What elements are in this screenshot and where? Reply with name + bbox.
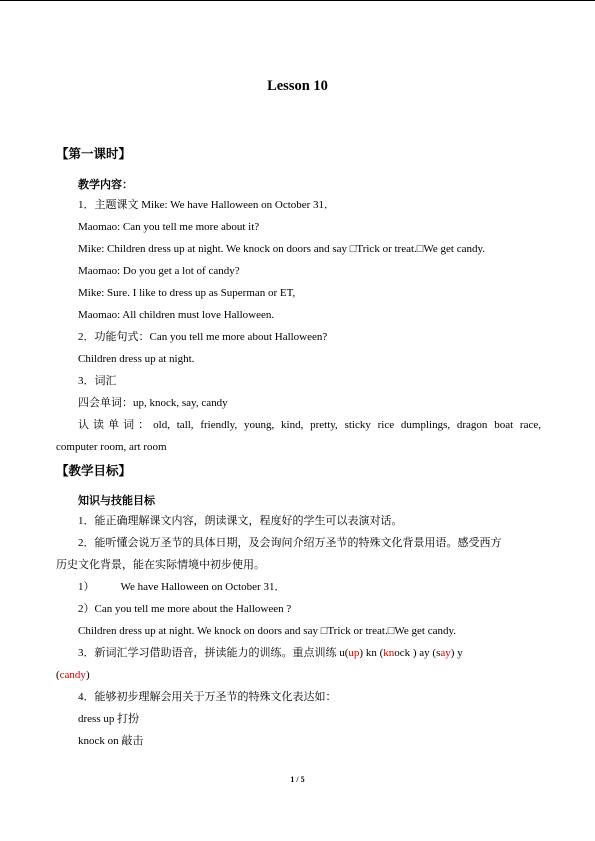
teaching-content-heading: 教学内容： <box>78 178 133 191</box>
knowledge-skills-heading: 知识与技能目标 <box>78 494 155 507</box>
phonics-word-kn: kn <box>383 647 395 659</box>
goal-line-2-continued: 历史文化背景，能在实际情境中初步使用。 <box>56 559 265 571</box>
goal-item-3: Children dress up at night. We knock on doors and say □Trick or treat.□We get candy. <box>78 625 457 637</box>
goal-item-2: 2）Can you tell me more about the Halloween ? <box>78 603 292 615</box>
content-line-4: Maomao: Do you get a lot of candy? <box>78 265 240 277</box>
top-border-line <box>0 0 595 1</box>
phonics-line-2: (candy) <box>56 669 90 681</box>
section-heading-teaching-goals: 【教学目标】 <box>56 463 132 478</box>
phonics-line: 3．新词汇学习借助语音，拼读能力的训练。重点训练 u(up) kn (knock ) ay (say) y <box>78 647 463 659</box>
content-line-6: Maomao: All children must love Halloween. <box>78 309 275 321</box>
page-title: Lesson 10 <box>267 78 328 94</box>
recognition-words-line-2: computer room, art room <box>56 441 167 453</box>
phonics-word-candy: candy <box>59 669 86 681</box>
content-line-3: Mike: Children dress up at night. We knock on doors and say □Trick or treat.□We get candy. <box>78 243 486 255</box>
content-line-7: 2．功能句式：Can you tell me more about Halloween? <box>78 331 328 343</box>
content-line-10: 四会单词：up, knock, say, candy <box>78 397 228 409</box>
page-number: 1 / 5 <box>290 775 305 784</box>
phonics-word-ay: ay <box>440 647 451 659</box>
goal-line-1: 1．能正确理解课文内容，朗读课文，程度好的学生可以表演对话。 <box>78 515 403 527</box>
goal-line-2: 2．能听懂会说万圣节的具体日期，及会询问介绍万圣节的特殊文化背景用语。感受西方 <box>78 537 502 549</box>
content-line-2: Maomao: Can you tell me more about it? <box>78 221 260 233</box>
phonics-word-up: up <box>348 647 360 659</box>
content-line-9: 3．词汇 <box>78 375 117 387</box>
goal-item-1-number: 1） <box>78 581 95 593</box>
section-heading-first-lesson: 【第一课时】 <box>56 146 132 161</box>
content-line-5: Mike: Sure. I like to dress up as Superman or ET, <box>78 287 296 299</box>
expression-knock-on: knock on 敲击 <box>78 735 144 747</box>
expression-dress-up: dress up 打扮 <box>78 713 140 725</box>
goal-item-1-text: We have Halloween on October 31． <box>120 581 286 593</box>
content-line-1: 1．主题课文 Mike: We have Halloween on October 31． <box>78 199 336 211</box>
content-line-8: Children dress up at night. <box>78 353 195 365</box>
recognition-words-line: 认读单词：old, tall, friendly, young, kind, pretty, sticky rice dumplings, dragon boat race, <box>78 419 541 431</box>
goal-line-4: 4．能够初步理解会用关于万圣节的特殊文化表达如： <box>78 691 337 703</box>
goal-item-1 <box>78 580 285 594</box>
